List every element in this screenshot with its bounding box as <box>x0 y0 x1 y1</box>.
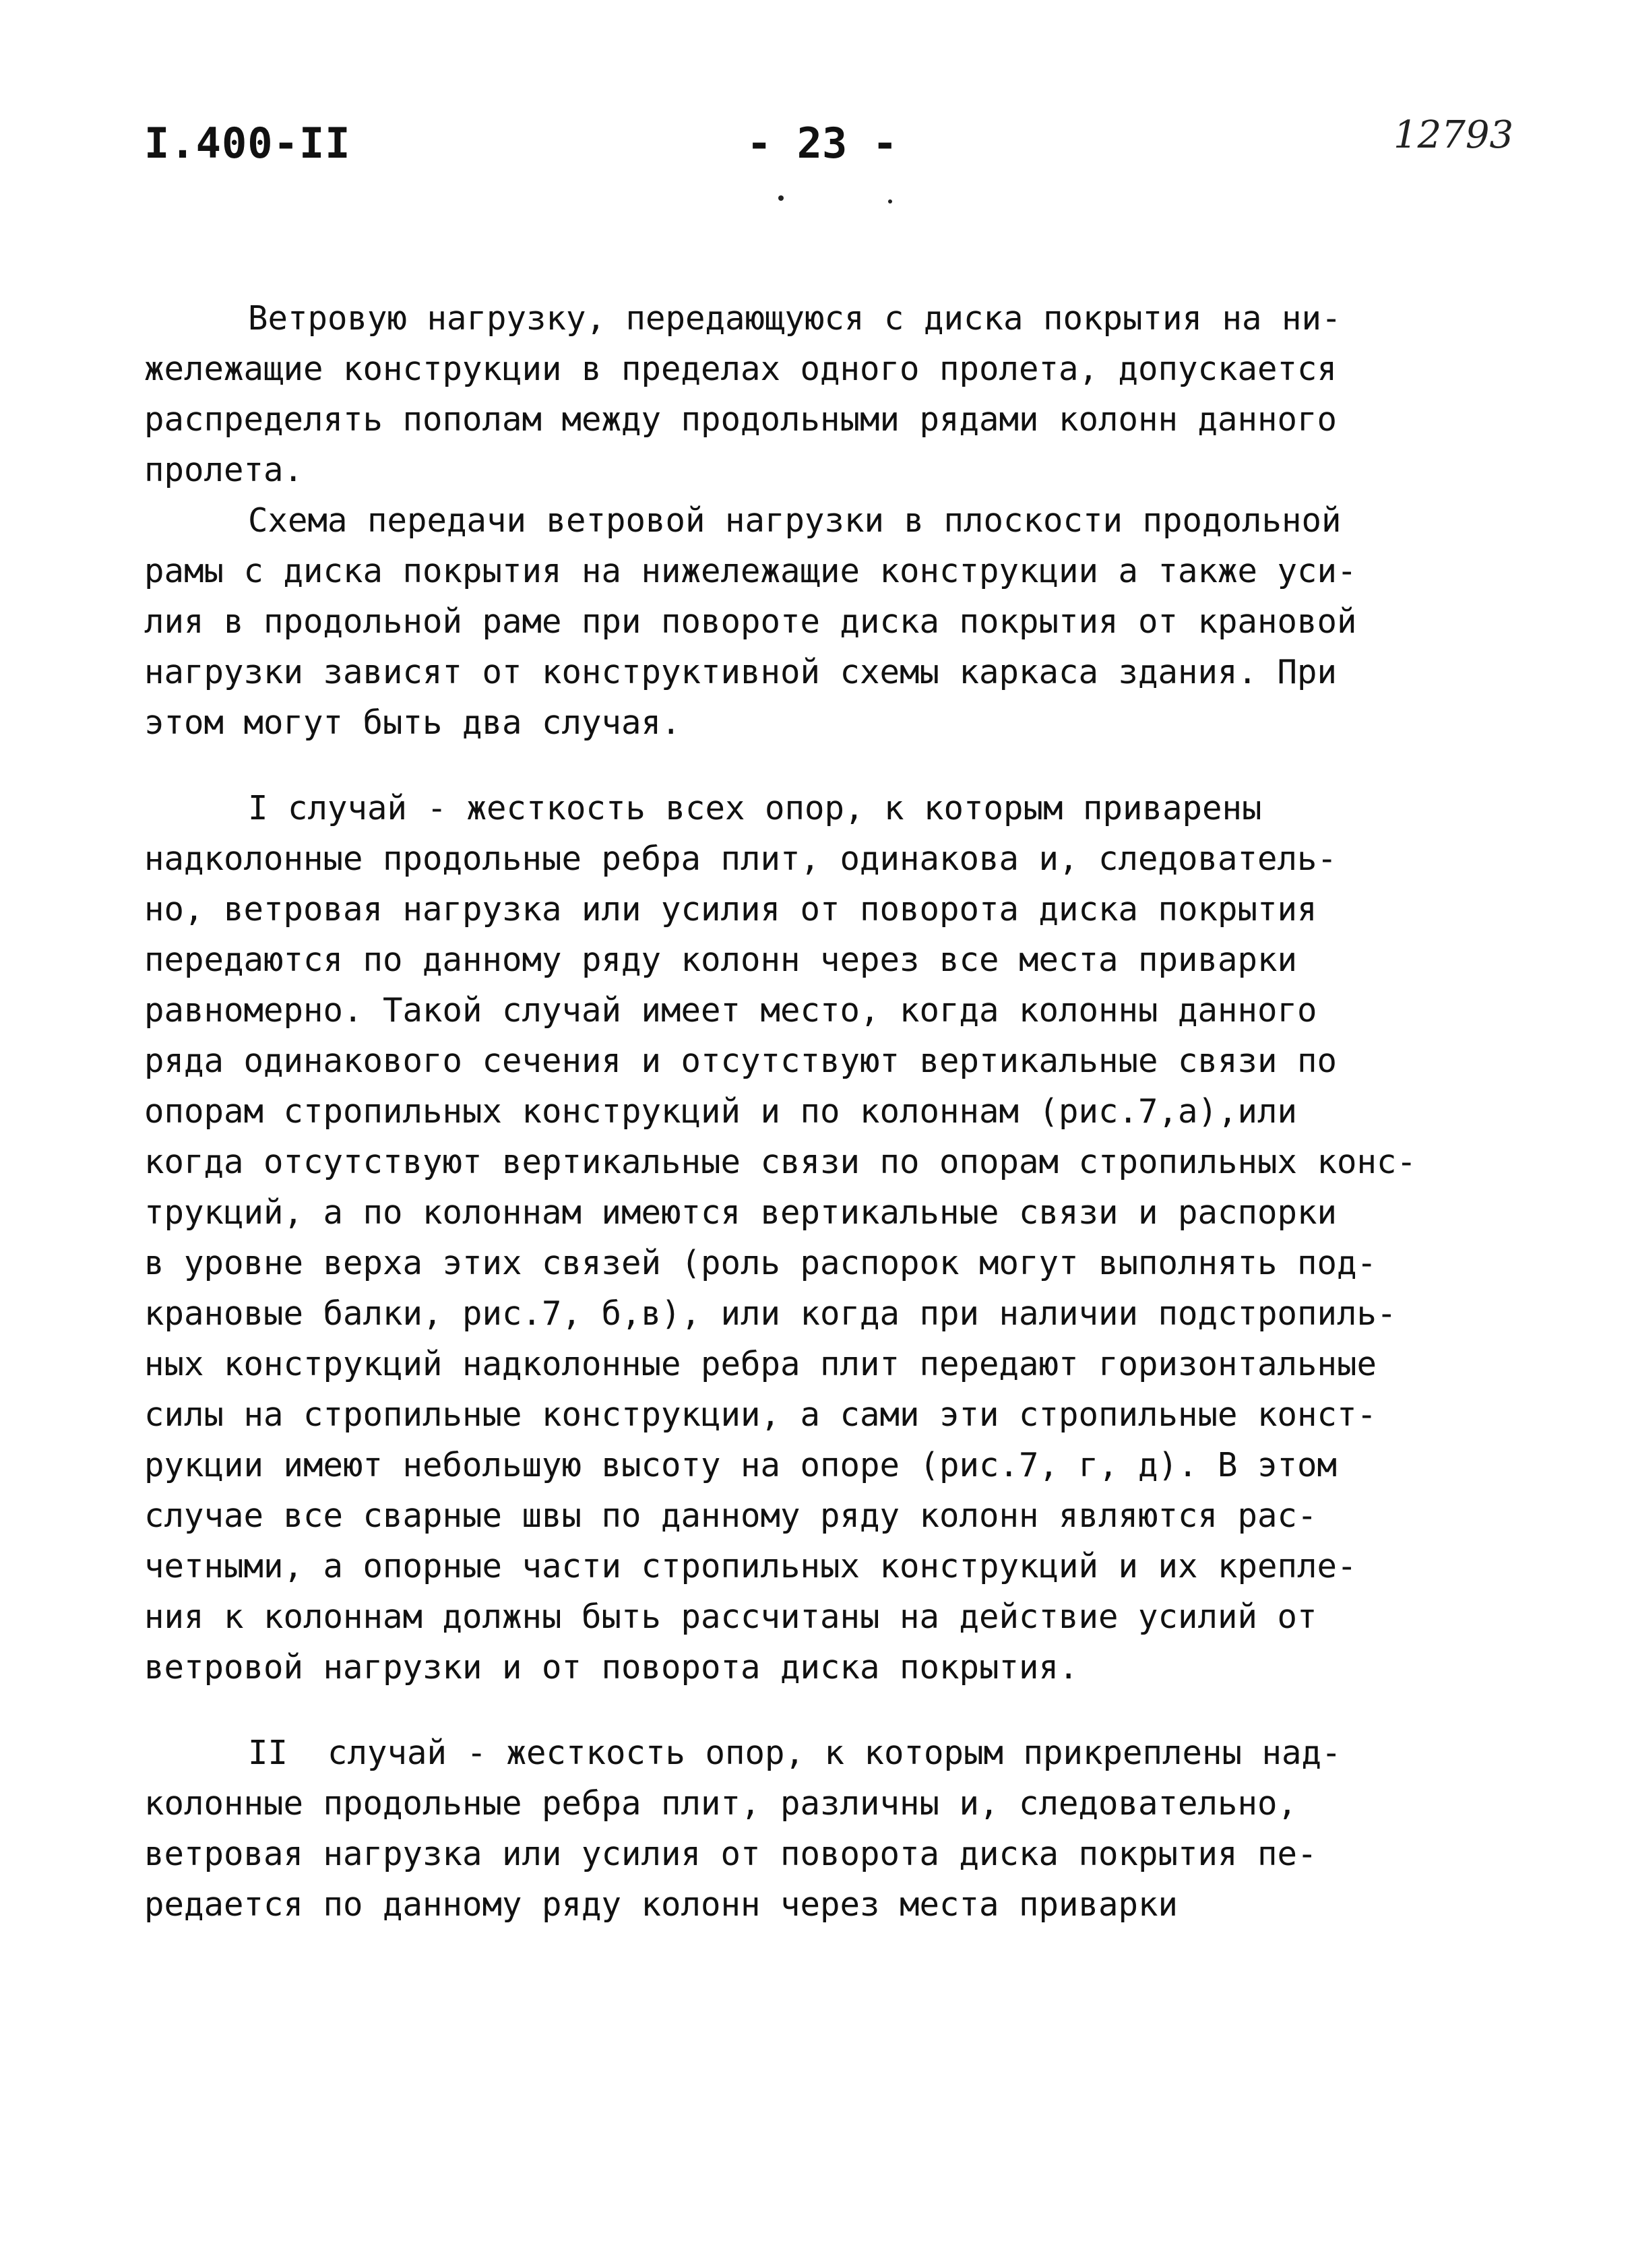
text-line: когда отсутствуют вертикальные связи по опорам стропильных конс- <box>144 1143 1417 1181</box>
scan-speck <box>778 195 784 201</box>
text-line: четными, а опорные части стропильных конструкций и их крепле- <box>144 1547 1357 1585</box>
text-line: II случай - жесткость опор, к которым прикреплены над- <box>248 1734 1342 1772</box>
text-line: случае все сварные швы по данному ряду колонн являются рас- <box>144 1497 1317 1535</box>
document-code: I.400-II <box>144 119 351 168</box>
text-line: редается по данному ряду колонн через места приварки <box>144 1885 1179 1924</box>
scan-speck <box>888 199 892 203</box>
text-line: силы на стропильные конструкции, а сами эти стропильные конст- <box>144 1395 1377 1434</box>
text-line: пролета. <box>144 451 304 489</box>
text-line: Ветровую нагрузку, передающуюся с диска покрытия на ни- <box>248 299 1342 338</box>
text-line: ветровой нагрузки и от поворота диска покрытия. <box>144 1648 1079 1687</box>
paragraph <box>144 495 1485 748</box>
text-line: передаются по данному ряду колонн через все места приварки <box>144 941 1298 979</box>
text-line: распределять пополам между продольными рядами колонн данного <box>144 400 1338 439</box>
text-line: трукций, а по колоннам имеются вертикальные связи и распорки <box>144 1193 1338 1232</box>
paragraph <box>144 293 1485 495</box>
handwritten-number: 12793 <box>1393 113 1514 157</box>
text-line: ния к колоннам должны быть рассчитаны на действие усилий от <box>144 1598 1317 1636</box>
page-number: - 23 - <box>747 119 898 168</box>
text-line: опорам стропильных конструкций и по колоннам (рис.7,а),или <box>144 1092 1298 1131</box>
text-line: лия в продольной раме при повороте диска покрытия от крановой <box>144 602 1357 641</box>
text-line: равномерно. Такой случай имеет место, когда колонны данного <box>144 991 1317 1030</box>
paragraph <box>144 783 1485 1693</box>
text-line: но, ветровая нагрузка или усилия от поворота диска покрытия <box>144 890 1317 928</box>
text-line: ветровая нагрузка или усилия от поворота диска покрытия пе- <box>144 1835 1317 1873</box>
text-line: жележащие конструкции в пределах одного пролета, допускается <box>144 350 1338 388</box>
text-line: крановые балки, рис.7, б,в), или когда при наличии подстропиль- <box>144 1294 1397 1333</box>
text-line: рукции имеют небольшую высоту на опоре (рис.7, г, д). В этом <box>144 1446 1338 1484</box>
text-line: I случай - жесткость всех опор, к которым приварены <box>248 789 1262 827</box>
text-line: нагрузки зависят от конструктивной схемы каркаса здания. При <box>144 653 1338 691</box>
text-line: ряда одинакового сечения и отсутствуют вертикальные связи по <box>144 1042 1338 1080</box>
text-line: этом могут быть два случая. <box>144 703 681 742</box>
text-line: в уровне верха этих связей (роль распорок могут выполнять под- <box>144 1244 1377 1282</box>
body-text <box>144 293 1485 1930</box>
text-line: колонные продольные ребра плит, различны и, следовательно, <box>144 1784 1298 1823</box>
text-line: ных конструкций надколонные ребра плит передают горизонтальные <box>144 1345 1377 1383</box>
text-line: Схема передачи ветровой нагрузки в плоскости продольной <box>248 501 1342 540</box>
paragraph <box>144 1728 1485 1930</box>
text-line: рамы с диска покрытия на нижележащие конструкции а также уси- <box>144 552 1357 590</box>
text-line: надколонные продольные ребра плит, одинакова и, следователь- <box>144 840 1338 878</box>
